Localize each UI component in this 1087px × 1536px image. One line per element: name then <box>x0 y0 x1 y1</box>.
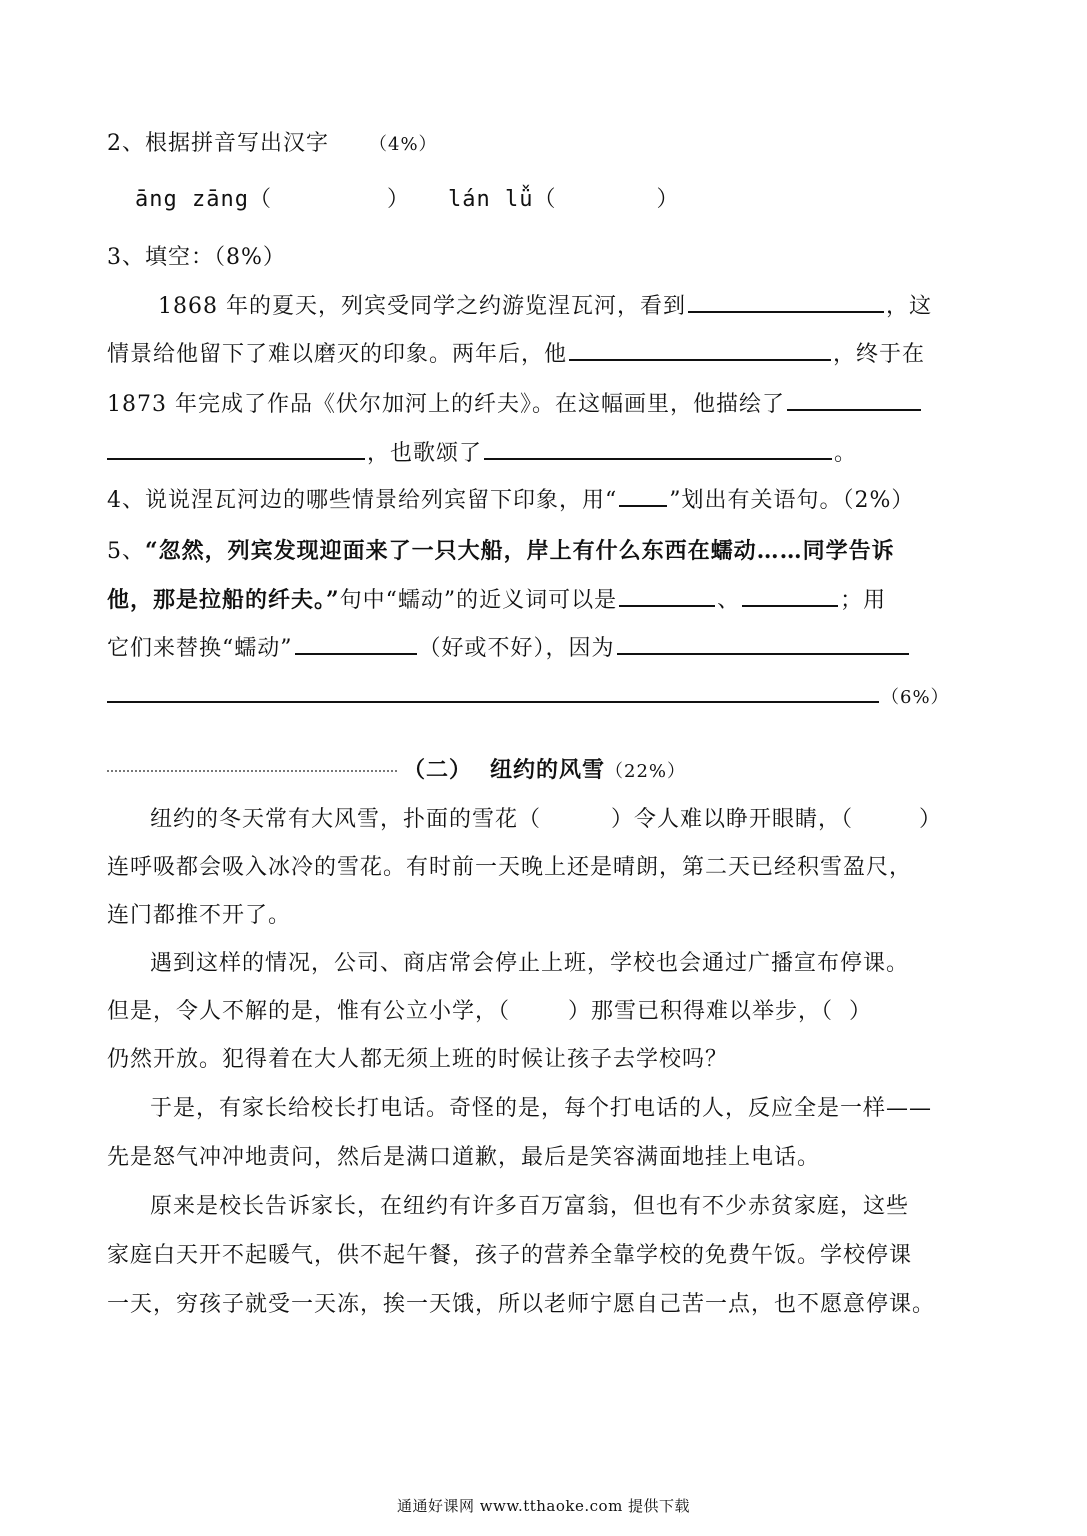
passage-p2d: ） <box>849 999 873 1024</box>
section-2-score: （22%） <box>605 761 687 782</box>
question-5-text-6: （好或不好），因为 <box>418 636 615 661</box>
paren-open-1: （ <box>248 187 272 212</box>
fill-line-2 <box>107 344 925 366</box>
question-5-text-3: 、 <box>717 588 741 613</box>
question-3-text: 3、填空：（8%） <box>107 245 286 270</box>
synonym-blank-2[interactable] <box>742 603 838 607</box>
passage-line-4 <box>150 953 909 975</box>
replace-blank[interactable] <box>295 651 417 655</box>
question-5-quote-1: “忽然，列宾发现迎面来了一只大船，岸上有什么东西在蠕动……同学告诉 <box>145 538 895 564</box>
question-2 <box>107 133 438 155</box>
question-5-line-2 <box>107 589 886 612</box>
fill-text-c1: 1873 年完成了作品《伏尔加河上的纤夫》。在这幅画里，他描绘了 <box>107 392 785 417</box>
question-5-text-4: ；用 <box>840 588 887 613</box>
reason-blank-2[interactable] <box>107 699 879 703</box>
question-5-line-3 <box>107 638 911 660</box>
question-3 <box>107 247 286 269</box>
passage-line-3 <box>107 905 291 927</box>
fill-text-d1: ，也歌颂了 <box>367 441 483 466</box>
fill-blank-1[interactable] <box>688 309 884 313</box>
pinyin-1: āng zāng <box>135 187 249 212</box>
passage-line-11 <box>107 1294 935 1316</box>
question-4 <box>107 490 914 512</box>
section-2-title: 纽约的风雪 <box>490 757 606 783</box>
passage-line-9 <box>150 1196 909 1218</box>
question-5-text-2: 句中“蠕动”的近义词可以是 <box>339 588 618 613</box>
fill-text-b2: ，终于在 <box>833 342 926 367</box>
passage-p4b: 家庭白天开不起暖气，供不起午餐，孩子的营养全靠学校的免费午饭。学校停课 <box>107 1243 913 1268</box>
passage-p2b: 但是，令人不解的是，惟有公立小学，（ <box>107 999 511 1024</box>
paren-open-2: （ <box>533 187 557 212</box>
question-2-score: （4%） <box>369 134 438 155</box>
passage-p2e: 仍然开放。犯得着在大人都无须上班的时候让孩子去学校吗？ <box>107 1047 729 1072</box>
fill-line-3 <box>107 394 923 416</box>
passage-p4a: 原来是校长告诉家长，在纽约有许多百万富翁，但也有不少赤贫家庭，这些 <box>150 1194 910 1219</box>
section-2-number: （二） <box>403 757 473 783</box>
underline-sample <box>619 503 667 507</box>
fill-blank-4[interactable] <box>484 456 832 460</box>
question-5-line-4 <box>107 686 950 708</box>
fill-text-b1: 情景给他留下了难以磨灭的印象。两年后，他 <box>107 342 568 367</box>
passage-line-5 <box>107 1001 872 1023</box>
passage-p3a: 于是，有家长给校长打电话。奇怪的是，每个打电话的人，反应全是一样—— <box>150 1096 933 1121</box>
passage-p3b: 先是怒气冲冲地责问，然后是满口道歉，最后是笑容满面地挂上电话。 <box>107 1145 821 1170</box>
reason-blank-1[interactable] <box>617 651 909 655</box>
footer-credit: 通通好课网 www.tthaoke.com 提供下载 <box>396 1497 691 1515</box>
question-4-text-2: ”划出有关语句。（2%） <box>669 488 915 513</box>
passage-line-2 <box>107 857 912 879</box>
passage-line-1 <box>150 809 942 831</box>
passage-p4c: 一天，穷孩子就受一天冻，挨一天饿，所以老师宁愿自己苦一点，也不愿意停课。 <box>107 1292 936 1317</box>
fill-blank-3b[interactable] <box>107 456 365 460</box>
passage-line-6 <box>107 1049 728 1071</box>
fill-line-4 <box>107 443 857 465</box>
question-5-line-1 <box>107 540 895 563</box>
passage-p1a: 纽约的冬天常有大风雪，扑面的雪花（ <box>150 807 542 832</box>
question-5-number: 5、 <box>107 539 145 564</box>
fill-text-a1: 1868 年的夏天，列宾受同学之约游览涅瓦河，看到 <box>158 294 686 319</box>
fill-text-a2: ，这 <box>885 294 932 319</box>
question-4-text-1: 4、说说涅瓦河边的哪些情景给列宾留下印象，用“ <box>107 488 618 513</box>
passage-line-8 <box>107 1147 820 1169</box>
fill-line-1 <box>158 296 932 318</box>
passage-p2c: ）那雪已积得难以举步，（ <box>568 999 834 1024</box>
fill-blank-3[interactable] <box>787 407 921 411</box>
section-2-heading <box>107 759 686 782</box>
question-5-score: （6%） <box>881 687 950 708</box>
paren-close-2: ） <box>656 187 680 212</box>
paren-close-1: ） <box>386 187 410 212</box>
question-2-text: 2、根据拼音写出汉字 <box>107 131 329 156</box>
question-5-text-5: 它们来替换“蠕动” <box>107 636 293 661</box>
dotted-leader <box>107 770 397 772</box>
synonym-blank-1[interactable] <box>619 603 715 607</box>
passage-p1e: 连门都推不开了。 <box>107 903 292 928</box>
fill-text-d2: 。 <box>834 441 858 466</box>
pinyin-row <box>135 189 680 211</box>
passage-p2a: 遇到这样的情况，公司、商店常会停止上班，学校也会通过广播宣布停课。 <box>150 951 910 976</box>
passage-p1c: ） <box>919 807 943 832</box>
fill-blank-2[interactable] <box>569 357 831 361</box>
passage-p1b: ）令人难以睁开眼睛，（ <box>611 807 854 832</box>
passage-p1d: 连呼吸都会吸入冰冷的雪花。有时前一天晚上还是晴朗，第二天已经积雪盈尺， <box>107 855 913 880</box>
passage-line-10 <box>107 1245 912 1267</box>
passage-line-7 <box>150 1098 932 1120</box>
pinyin-2: lán lǚ <box>448 187 534 212</box>
question-5-quote-2: 他，那是拉船的纤夫。” <box>107 587 340 613</box>
